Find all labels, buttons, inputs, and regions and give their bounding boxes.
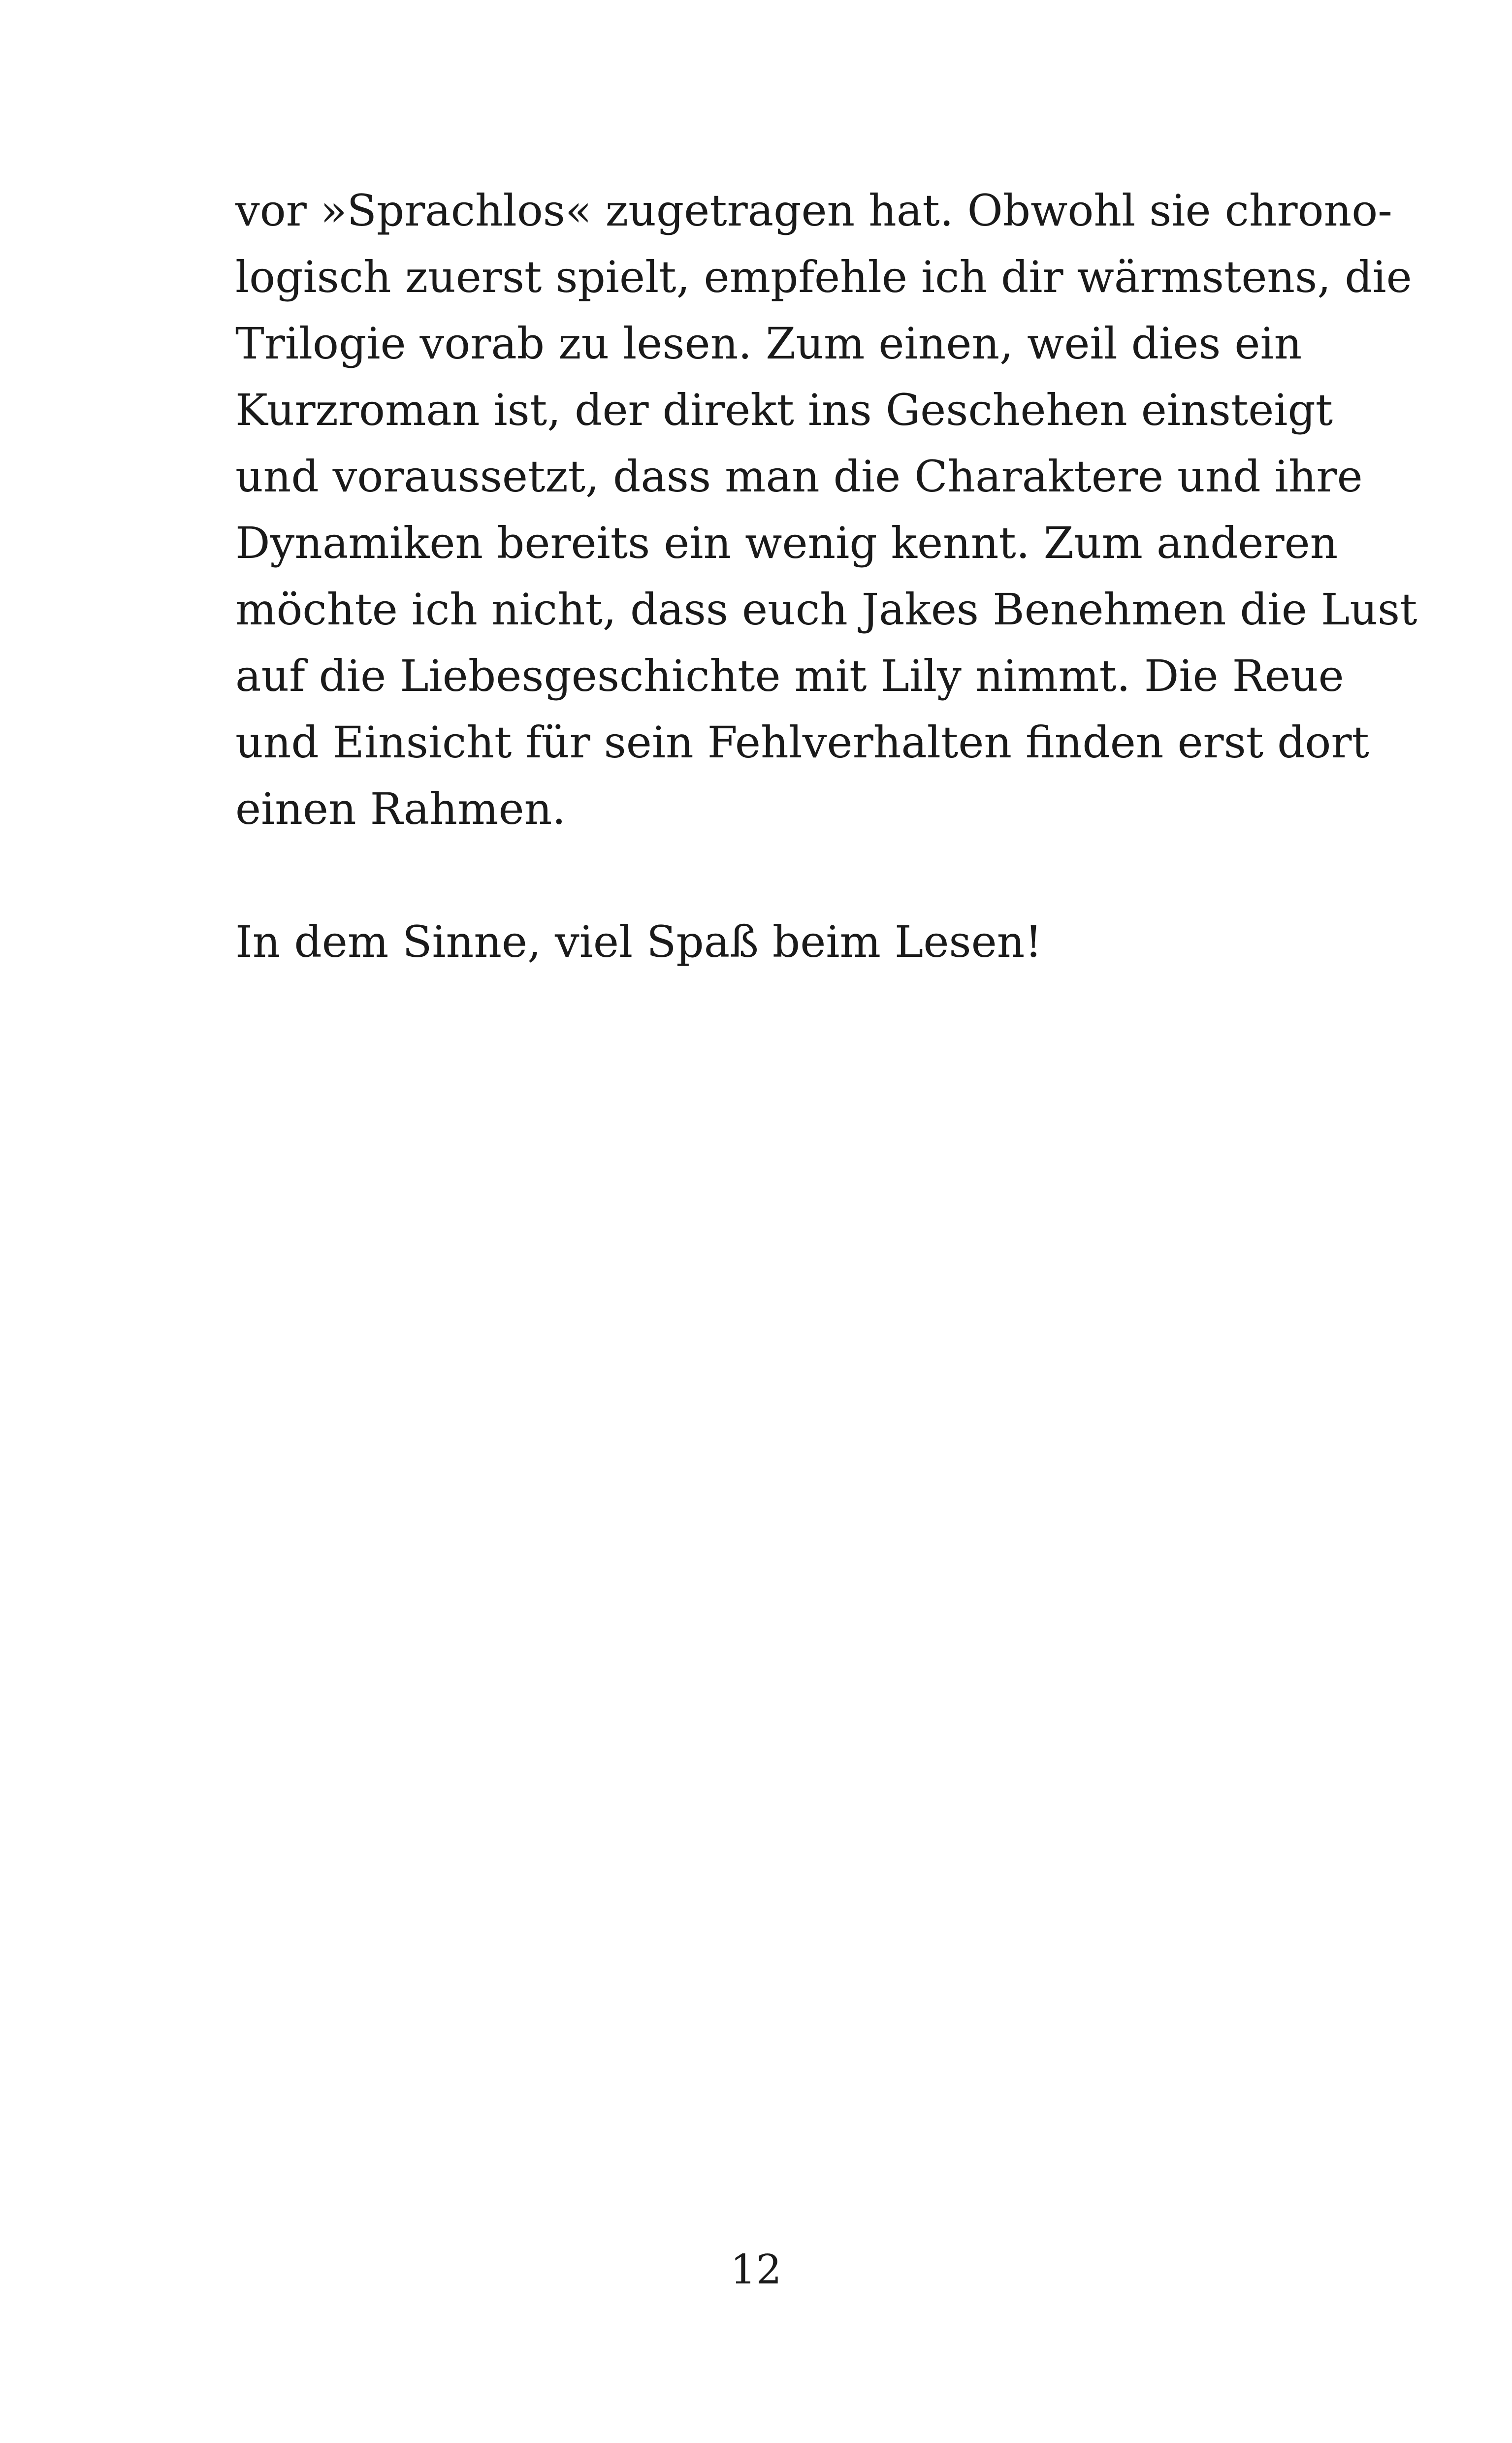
text-line: Kurzroman ist, der direkt ins Geschehen einsteigt: [235, 385, 1333, 435]
page-number: 12: [730, 2247, 782, 2293]
text-line: vor »Sprachlos« zugetragen hat. Obwohl sie chrono-: [235, 185, 1392, 236]
text-line: In dem Sinne, viel Spaß beim Lesen!: [235, 916, 1042, 967]
paragraph-1: [235, 177, 1417, 842]
text-line: logisch zuerst spielt, empfehle ich dir wärmstens, die: [235, 252, 1412, 302]
text-line: auf die Liebesgeschichte mit Lily nimmt. Die Reue: [235, 651, 1344, 701]
text-line: und Einsicht für sein Fehlverhalten finden erst dort: [235, 717, 1369, 768]
paragraph-2: [235, 909, 1294, 975]
paragraph-gap: [235, 842, 1294, 909]
text-line: und voraussetzt, dass man die Charaktere und ihre: [235, 451, 1363, 502]
text-line: Trilogie vorab zu lesen. Zum einen, weil dies ein: [235, 318, 1302, 369]
text-line: Dynamiken bereits ein wenig kennt. Zum anderen: [235, 518, 1338, 568]
text-line: einen Rahmen.: [235, 783, 566, 834]
text-line: möchte ich nicht, dass euch Jakes Benehmen die Lust: [235, 584, 1417, 635]
body-text: [235, 177, 1417, 975]
